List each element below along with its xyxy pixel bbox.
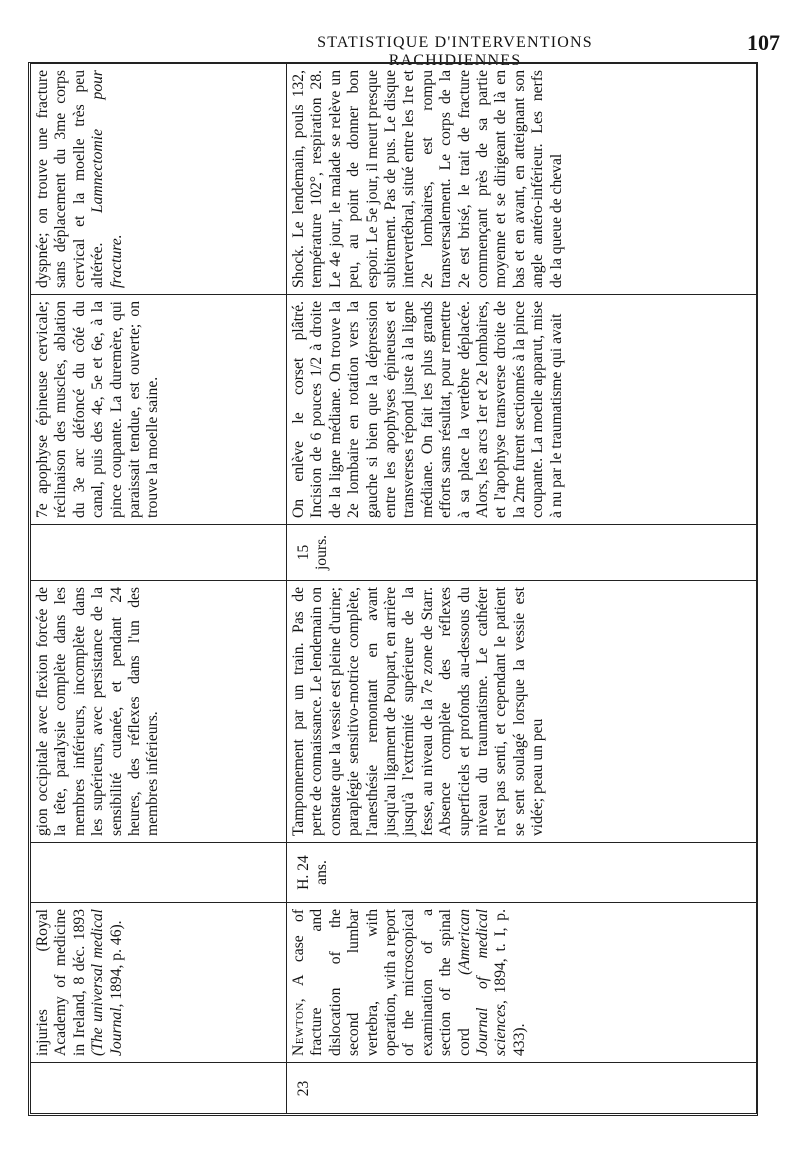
observer-name: Newton (290, 1002, 307, 1056)
sex-age (31, 842, 286, 902)
result-cell (31, 64, 286, 294)
result-note: Lamnectomie pour fracture. (89, 70, 125, 288)
table-row (287, 64, 757, 1114)
rotated-table-body (31, 64, 757, 1114)
operation-text: 7e apophyse épineuse cervicale; réclinaison des muscles, ablation du 3e arc défoncé du côté du canal, puis des 4e, 5e et 6e, à la pince coupante. La duremère, qui paraissait tendue, est ouverte; on trouve la moelle saine. (31, 294, 286, 524)
result-text: dyspnée; on trouve une fracture sans déplacement du 3me corps cervical et la moelle très peu altérée. (34, 70, 107, 288)
case-number: 23 (287, 1062, 757, 1114)
observer-text: , A case of fracture and dislocation of the second lumbar vertebra, with operation, with a report of the microscopical examination of a section of the spinal cord (290, 909, 473, 1056)
result-text: Shock. Le lendemain, pouls 132, température 102°, respiration 28. Le 4e jour, le malade se relève un peu, au point de donner bon espoir. Le 5e jour, il meurt presque subitement. Pas de pus. Le disque intervertébral, situé entre les 1re et 2e lombaires, est rompu transversalement. Le corps de la 2e est brisé, le trait de fracture commençant près de sa partie moyenne et se dirigeant de là en bas et en avant, en atteignant son angle antéro-inférieur. Les nerfs de la queue de cheval (290, 70, 565, 288)
symptoms-text: gion occipitale avec flexion forcée de la tête, paralysie complète dans les membres inférieurs, incomplète dans les supérieurs, avec persistance de la sensibilité cutanée, et pendant 24 heures, des réflexes dans l'un des membres inférieurs. (31, 580, 286, 842)
page-number: 107 (747, 30, 780, 55)
observer-source: (American Journal of medical sciences, (455, 909, 510, 1056)
observer-tail: 1894, t. I, p. 433). (492, 909, 528, 1056)
observer-reference (31, 902, 286, 1062)
observer-text: injuries (Royal Academy of medicine in Ireland, 8 déc. 1893 (34, 909, 88, 1056)
observer-tail: 1894, p. 46). (107, 920, 125, 1004)
table-row (31, 64, 287, 1114)
delay-text: 15 jours. (287, 524, 757, 580)
sex-age: H. 24 ans. (287, 842, 757, 902)
running-title: STATISTIQUE D'INTERVENTIONS RACHIDIENNES (317, 34, 593, 69)
result-cell (287, 64, 757, 294)
operation-text: On enlève le corset plâtré. Incision de 6 pouces 1/2 à droite de la ligne médiane. On trouve la 2e lombaire en rotation vers la gauche si bien que la dépression entre les apophyses épineuses et transverses répond juste à la ligne médiane. On fait les plus grands efforts sans résultat, pour remettre à sa place la vertèbre déplacée. Alors, les arcs 1er et 2e lombaires, et l'apophyse transverse droite de la 2me furent sectionnés à la pince coupante. La moelle apparut, mise à nu par le traumatisme qui avait (287, 294, 757, 524)
page-header (0, 0, 800, 69)
statistics-table (28, 62, 758, 1116)
case-number (31, 1062, 286, 1114)
symptoms-text: Tamponnement par un train. Pas de perte de connaissance. Le lendemain on constate que la vessie est pleine d'urine; paraplégie sensitivo-motrice complète, l'anesthésie remontant en avant jusqu'au ligament de Poupart, en arrière jusqu'à l'extrémité supérieure de la fesse, au niveau de la 7e zone de Starr. Absence complète des réflexes superficiels et profonds au-dessous du niveau du traumatisme. Le cathéter n'est pas senti, et cependant le patient se sent soulagé lorsque la vessie est vidée; peau un peu (287, 580, 757, 842)
observer-reference (287, 902, 757, 1062)
observer-source: (The universal medical Journal, (89, 909, 125, 1056)
delay-text (31, 524, 286, 580)
